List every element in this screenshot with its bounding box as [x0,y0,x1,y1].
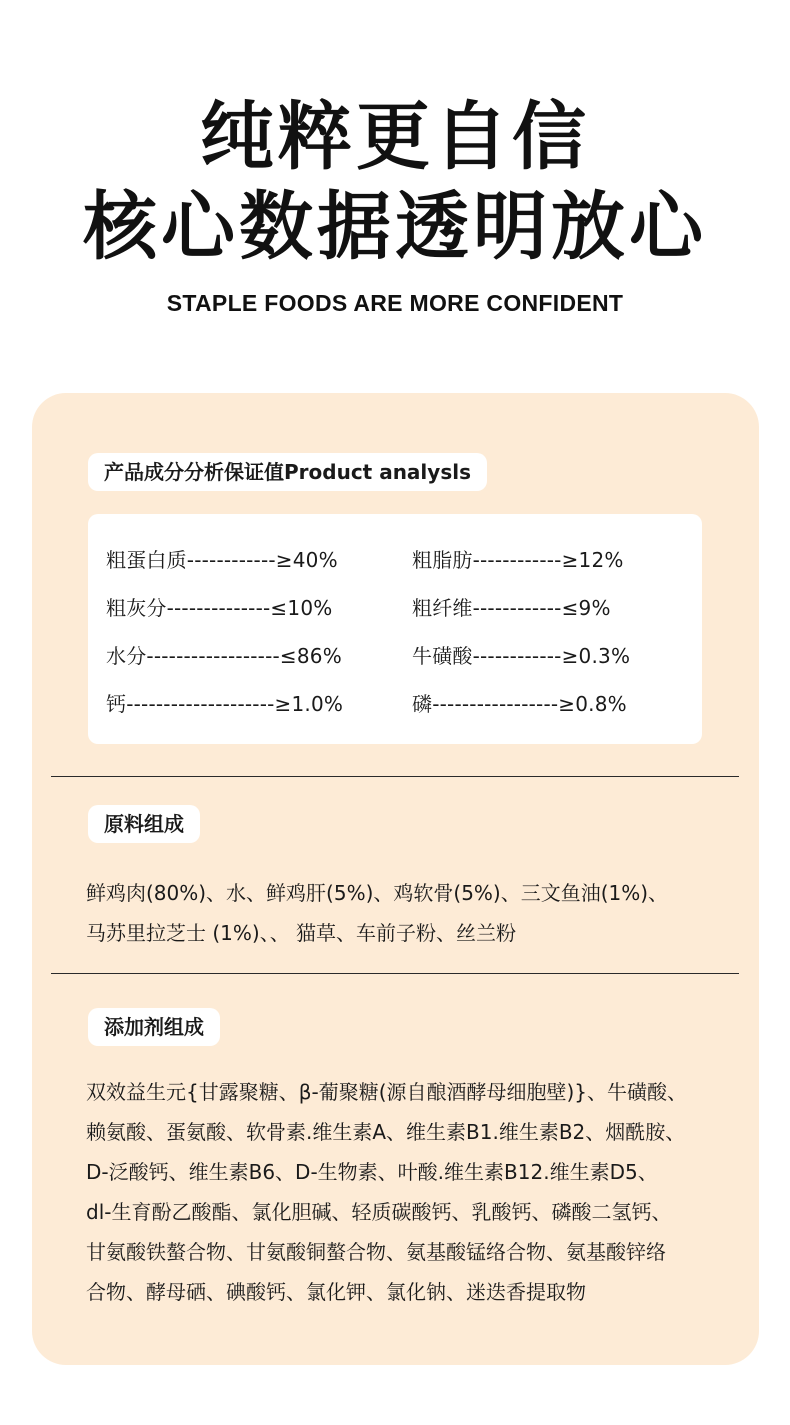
ingredients-section-label: 原料组成 [88,805,200,843]
analysis-table [88,514,702,744]
analysis-item-calcium: 钙--------------------≥1.0% [106,692,344,716]
info-card [32,393,759,1365]
analysis-item-crude-protein: 粗蛋白质------------≥40% [106,548,338,572]
title-line-2: 核心数据透明放心 [83,184,707,270]
section-divider [51,776,739,777]
analysis-item-phosphorus: 磷-----------------≥0.8% [412,692,627,716]
analysis-item-taurine: 牛磺酸------------≥0.3% [412,644,631,668]
section-divider [51,973,739,974]
additives-line: dl-生育酚乙酸酯、氯化胆碱、轻质碳酸钙、乳酸钙、磷酸二氢钙、 [86,1200,672,1224]
analysis-item-crude-fiber: 粗纤维------------≤9% [412,596,611,620]
analysis-section-label: 产品成分分析保证值Product analysls [88,453,487,491]
analysis-item-moisture: 水分------------------≤86% [106,644,342,668]
additives-line: 甘氨酸铁螯合物、甘氨酸铜螯合物、氨基酸锰络合物、氨基酸锌络 [86,1240,666,1264]
ingredients-line: 鲜鸡肉(80%)、水、鲜鸡肝(5%)、鸡软骨(5%)、三文鱼油(1%)、 [86,881,669,905]
ingredients-line: 马苏里拉芝士 (1%)、、 猫草、车前子粉、丝兰粉 [86,921,517,945]
additives-line: 合物、酵母硒、碘酸钙、氯化钾、氯化钠、迷迭香提取物 [86,1280,586,1304]
additives-line: 赖氨酸、蛋氨酸、软骨素.维生素A、维生素B1.维生素B2、烟酰胺、 [86,1120,686,1144]
analysis-item-crude-fat: 粗脂肪------------≥12% [412,548,624,572]
analysis-item-crude-ash: 粗灰分--------------≤10% [106,596,333,620]
title-line-1: 纯粹更自信 [200,94,590,180]
additives-line: D-泛酸钙、维生素B6、D-生物素、叶酸.维生素B12.维生素D5、 [86,1160,658,1184]
ingredients-text [86,873,736,953]
additives-text [86,1072,736,1312]
english-subtitle: STAPLE FOODS ARE MORE CONFIDENT [166,290,624,316]
additives-line: 双效益生元{甘露聚糖、β-葡聚糖(源自酿酒酵母细胞壁)}、牛磺酸、 [86,1080,688,1104]
additives-section-label: 添加剂组成 [88,1008,220,1046]
